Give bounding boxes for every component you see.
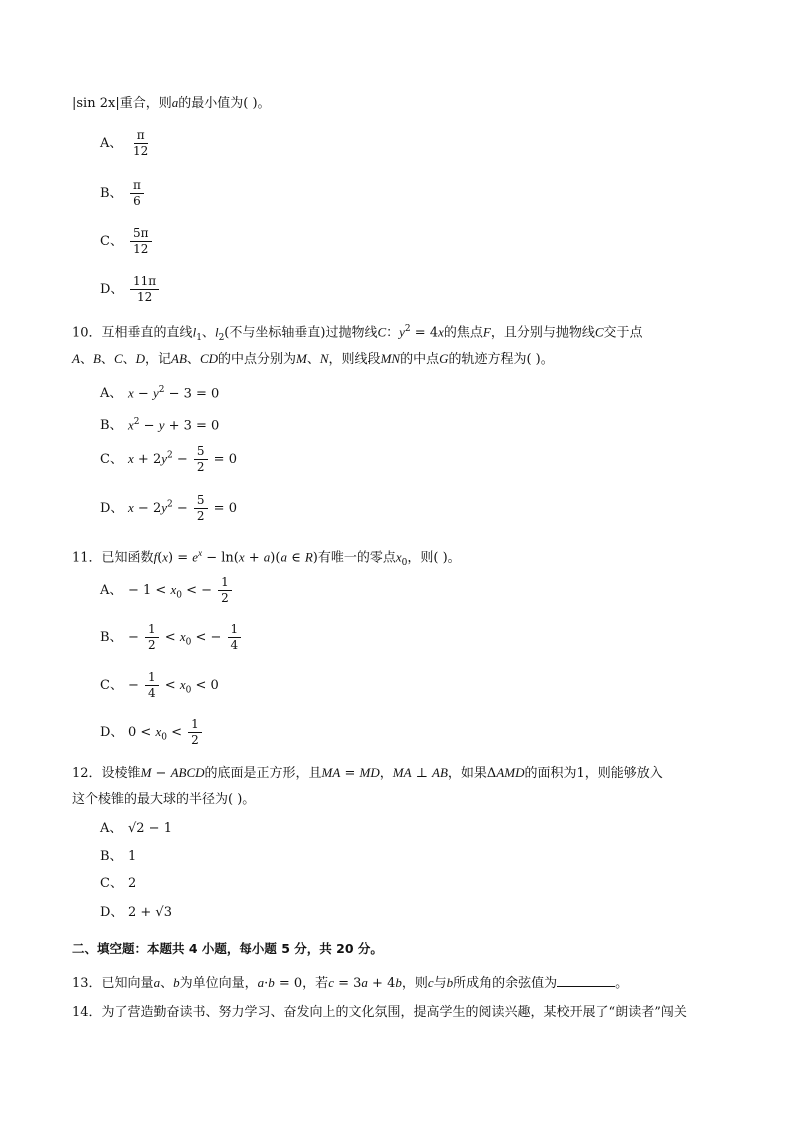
q10-line1: 10．互相垂直的直线$l_1$、$l_2$(不与坐标轴垂直)过抛物线C：$y^2 = 4x$的焦点F，且分别与抛物线C交于点 xyxy=(72,324,643,343)
q9-option-c[interactable]: C、 $\frac{5\pi}{12}$ xyxy=(100,226,154,257)
q11-option-a[interactable]: A、 − $1 < x_0$ < − $\frac{1}{2}$ xyxy=(100,575,234,606)
q13-answer-blank[interactable] xyxy=(557,974,615,987)
q12-option-a[interactable]: A、 √2 − 1 xyxy=(100,821,172,836)
section-2-heading: 二、填空题：本题共 4 小题，每小题 5 分，共 20 分。 xyxy=(72,941,383,956)
q10-option-c[interactable]: C、 $x + 2y^2$ − $\frac{5}{2}$ = 0 xyxy=(100,444,237,474)
q10-option-b[interactable]: B、 $x^2 - y + 3 = 0$ xyxy=(100,417,220,434)
q11-line: 11．已知函数$f(x) = e^x - \ln(x + a)(a$ ∈ R)有唯一的零点$x_0$，则( )。 xyxy=(72,548,461,568)
q9-option-b[interactable]: B、 $\frac{\pi}{6}$ xyxy=(100,178,146,209)
q9-option-d[interactable]: D、 $\frac{11\pi}{12}$ xyxy=(100,274,161,305)
q10-option-a[interactable]: A、 $x - y^2 - 3 = 0$ xyxy=(100,385,220,402)
q11-option-d[interactable]: D、 $0 < x_0$ < $\frac{1}{2}$ xyxy=(100,717,204,748)
q11-option-c[interactable]: C、 − $\frac{1}{4}$ < $x_0 < 0$ xyxy=(100,670,219,700)
q9-tail-line: |sin 2x|重合，则a的最小值为( )。 xyxy=(72,95,271,111)
q9-option-a[interactable]: A、 $\frac{\pi}{12}$ xyxy=(100,128,149,158)
q13-line: 13．已知向量a、b为单位向量，a·b = 0，若c = 3a + 4b，则c与b所成角的余弦值为 。 xyxy=(72,975,629,991)
q14-line: 14．为了营造勤奋读书、努力学习、奋发向上的文化氛围，提高学生的阅读兴趣，某校开展了“朗读者”闯关 xyxy=(72,1005,687,1020)
q10-line2: A、B、C、D，记AB、CD的中点分别为M、N，则线段MN的中点G的轨迹方程为( )。 xyxy=(72,351,554,367)
q9-tail-text: 重合，则 xyxy=(119,96,172,111)
q12-option-c[interactable]: C、 2 xyxy=(100,876,137,891)
q12-option-b[interactable]: B、 1 xyxy=(100,849,137,864)
q10-option-d[interactable]: D、 $x - 2y^2$ − $\frac{5}{2}$ = 0 xyxy=(100,493,237,523)
q12-option-d[interactable]: D、 2 + √3 xyxy=(100,905,172,920)
q11-option-b[interactable]: B、 − $\frac{1}{2}$ < $x_0$ < − $\frac{1}{4}$ xyxy=(100,622,243,653)
q12-line2: 这个棱锥的最大球的半径为( )。 xyxy=(72,792,256,807)
q9-tail-end: 的最小值为( )。 xyxy=(178,96,271,111)
q12-line1: 12．设棱锥M − ABCD的底面是正方形，且MA = MD，MA ⊥ AB，如果ΔAMD的面积为1，则能够放入 xyxy=(72,765,663,781)
q9-var: a xyxy=(171,95,179,110)
q9-abs-expr: sin 2x xyxy=(76,96,116,111)
